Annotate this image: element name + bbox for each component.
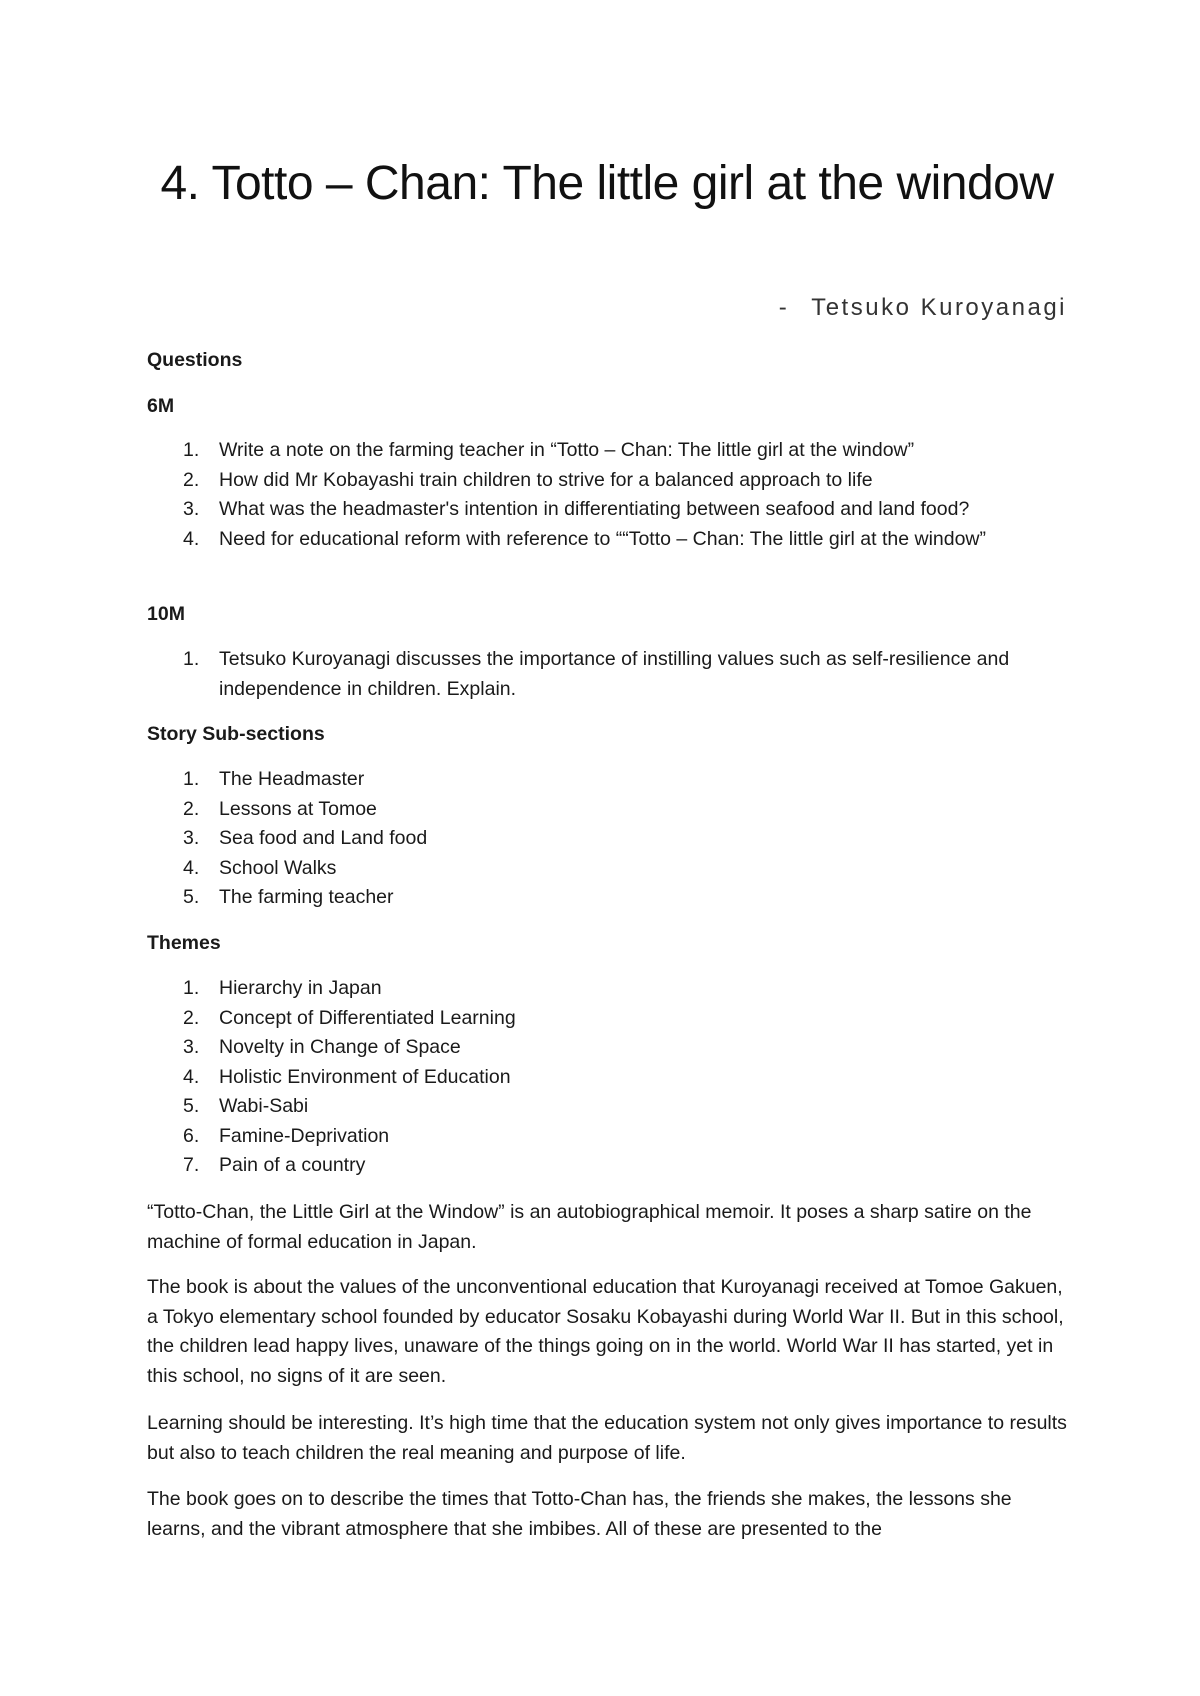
- subsections-list: [147, 765, 1067, 913]
- list-item: [147, 525, 1067, 555]
- list-number: 1.: [183, 439, 200, 461]
- ten-mark-heading: 10M: [147, 603, 185, 625]
- list-text: How did Mr Kobayashi train children to strive for a balanced approach to life: [219, 468, 873, 491]
- list-item: [147, 436, 1067, 466]
- list-item: [147, 795, 1067, 825]
- list-number: 5.: [183, 1095, 200, 1117]
- list-number: 7.: [183, 1154, 200, 1176]
- list-text: Sea food and Land food: [219, 827, 428, 849]
- author-line: [779, 294, 1067, 322]
- list-number: 2.: [183, 797, 200, 820]
- themes-list-block: [147, 974, 1067, 1181]
- list-text: Novelty in Change of Space: [219, 1036, 461, 1058]
- subsections-list-block: [147, 765, 1067, 913]
- author-name: Tetsuko Kuroyanagi: [811, 294, 1067, 321]
- list-number: 4.: [183, 856, 200, 879]
- list-number: 3.: [183, 827, 200, 849]
- list-number: 2.: [183, 468, 200, 491]
- list-text: Wabi-Sabi: [219, 1095, 309, 1117]
- six-mark-list: [147, 436, 1067, 554]
- paragraph-3-block: [147, 1409, 1067, 1468]
- list-number: 6.: [183, 1124, 200, 1147]
- body-paragraph: The book goes on to describe the times that Totto-Chan has, the friends she makes, the lessons she learns, and the vibrant atmosphere that she imbibes. All of these are presented to the: [147, 1488, 1012, 1540]
- list-number: 4.: [183, 527, 200, 550]
- list-text: Holistic Environment of Education: [219, 1065, 511, 1088]
- six-mark-section: [147, 392, 1067, 422]
- themes-section: [147, 929, 1067, 959]
- list-number: 4.: [183, 1065, 200, 1088]
- body-paragraph: “Totto-Chan, the Little Girl at the Window” is an autobiographical memoir. It poses a sharp satire on the machine of formal education in Japan.: [147, 1201, 1032, 1253]
- list-item: [147, 1063, 1067, 1093]
- list-item: [147, 1122, 1067, 1152]
- list-text: The farming teacher: [219, 886, 394, 908]
- document-title: 4. Totto – Chan: The little girl at the window: [160, 157, 1054, 210]
- list-item: [147, 466, 1067, 496]
- list-number: 1.: [183, 648, 200, 670]
- list-item: [147, 1033, 1067, 1063]
- subsections-section: [147, 720, 1067, 750]
- list-number: 3.: [183, 1036, 200, 1058]
- ten-mark-section: [147, 600, 1067, 630]
- list-number: 5.: [183, 886, 200, 908]
- list-text: Need for educational reform with reference to ““Totto – Chan: The little girl at the window”: [219, 527, 987, 550]
- list-text: The Headmaster: [219, 768, 365, 790]
- list-text: Hierarchy in Japan: [219, 977, 382, 999]
- body-paragraph: Learning should be interesting. It’s high time that the education system not only gives importance to results but also to teach children the real meaning and purpose of life.: [147, 1412, 1067, 1464]
- list-item: [147, 824, 1067, 854]
- list-item: [147, 1004, 1067, 1034]
- paragraph-1-block: [147, 1198, 1067, 1257]
- list-text: School Walks: [219, 856, 337, 879]
- list-text: Pain of a country: [219, 1154, 366, 1176]
- list-item: [147, 974, 1067, 1004]
- six-mark-heading: 6M: [147, 395, 175, 417]
- list-item: [147, 765, 1067, 795]
- list-item: [147, 1092, 1067, 1122]
- themes-list: [147, 974, 1067, 1181]
- questions-heading: Questions: [147, 349, 243, 371]
- questions-section: [147, 346, 1067, 376]
- list-number: 3.: [183, 498, 200, 520]
- author-dash: -: [778, 294, 790, 321]
- list-text: Write a note on the farming teacher in “Totto – Chan: The little girl at the window”: [219, 439, 915, 461]
- list-text: Famine-Deprivation: [219, 1124, 390, 1147]
- list-item: [147, 495, 1067, 525]
- list-item: [147, 883, 1067, 913]
- list-item: [147, 645, 1067, 704]
- ten-mark-list: [147, 645, 1067, 704]
- list-item: [147, 854, 1067, 884]
- subsections-heading: Story Sub-sections: [147, 723, 325, 745]
- themes-heading: Themes: [147, 932, 221, 954]
- list-text: Lessons at Tomoe: [219, 797, 377, 820]
- six-mark-list-block: [147, 436, 1067, 554]
- paragraph-4-block: [147, 1485, 1067, 1544]
- list-number: 2.: [183, 1006, 200, 1029]
- list-number: 1.: [183, 768, 200, 790]
- list-text: What was the headmaster's intention in differentiating between seafood and land food?: [219, 498, 970, 520]
- list-text: Concept of Differentiated Learning: [219, 1006, 516, 1029]
- body-paragraph: The book is about the values of the unconventional education that Kuroyanagi received at Tomoe Gakuen, a Tokyo elementary school founded by educator Sosaku Kobayashi during World War II. But in this school, the children lead happy lives, unaware of the things going on in the world. World War II has started, yet in this school, no signs of it are seen.: [147, 1276, 1064, 1387]
- list-number: 1.: [183, 977, 200, 999]
- list-item: [147, 1151, 1067, 1181]
- ten-mark-list-block: [147, 645, 1067, 704]
- paragraph-2-block: [147, 1273, 1067, 1391]
- list-text: Tetsuko Kuroyanagi discusses the importance of instilling values such as self-resilience and independence in children. Explain.: [219, 648, 1010, 700]
